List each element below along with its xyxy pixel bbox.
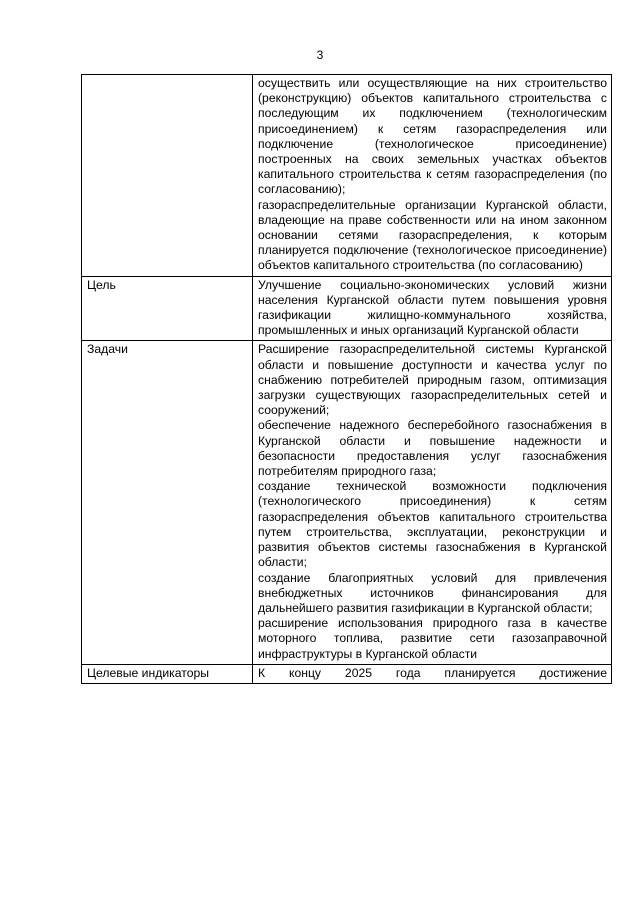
row-label: Задачи (82, 341, 253, 664)
row-label: Целевые индикаторы (82, 664, 253, 683)
paragraph: К концу 2025 года планируется достижение (258, 665, 607, 680)
page-number: 3 (316, 48, 324, 62)
row-content (253, 276, 612, 341)
paragraph: осуществить или осуществляющие на них строительство (реконструкцию) объектов капитального строительства с последующим их подключением (технологическим присоединением) к сетям газораспределения или подключение (технологическое присоединение) построенных на своих земельных участках объектов капитального строительства к сетям газораспределения (по согласованию); (258, 76, 607, 197)
table-row-tasks (82, 341, 612, 664)
paragraph: Расширение газораспределительной системы Курганской области и повышение доступности и качества услуг по снабжению потребителей природным газом, оптимизация загрузки существующих газораспределительных сетей и сооружений; (258, 342, 607, 418)
paragraph: расширение использования природного газа в качестве моторного топлива, развитие сети газозаправочной инфраструктуры в Курганской области (258, 616, 607, 661)
row-label: Цель (82, 276, 253, 341)
row-label (82, 75, 253, 277)
row-content (253, 75, 612, 277)
row-content (253, 664, 612, 683)
table-row-participants (82, 75, 612, 277)
paragraph: Улучшение социально-экономических условий жизни населения Курганской области путем повышения уровня газификации жилищно-коммунального хозяйства, промышленных и иных организаций Курганской области (258, 277, 607, 338)
table-row-goal (82, 276, 612, 341)
paragraph: создание благоприятных условий для привлечения внебюджетных источников финансирования для дальнейшего развития газификации в Курганской области; (258, 570, 607, 615)
table-row-target-indicators (82, 664, 612, 683)
paragraph: газораспределительные организации Курганской области, владеющие на праве собственности или на ином законном основании сетями газораспределения, к которым планируется подключение (технологическое присоединение) объектов капитального строительства (по согласованию) (258, 197, 607, 273)
paragraph: создание технической возможности подключения (технологического присоединения) к сетям газораспределения объектов капитального строительства путем строительства, эксплуатации, реконструкции и развития объектов системы газоснабжения в Курганской области; (258, 479, 607, 570)
passport-table (81, 74, 612, 684)
paragraph: обеспечение надежного бесперебойного газоснабжения в Курганской области и повышение надежности и безопасности предоставления услуг газоснабжения потребителям природного газа; (258, 418, 607, 479)
row-content (253, 341, 612, 664)
